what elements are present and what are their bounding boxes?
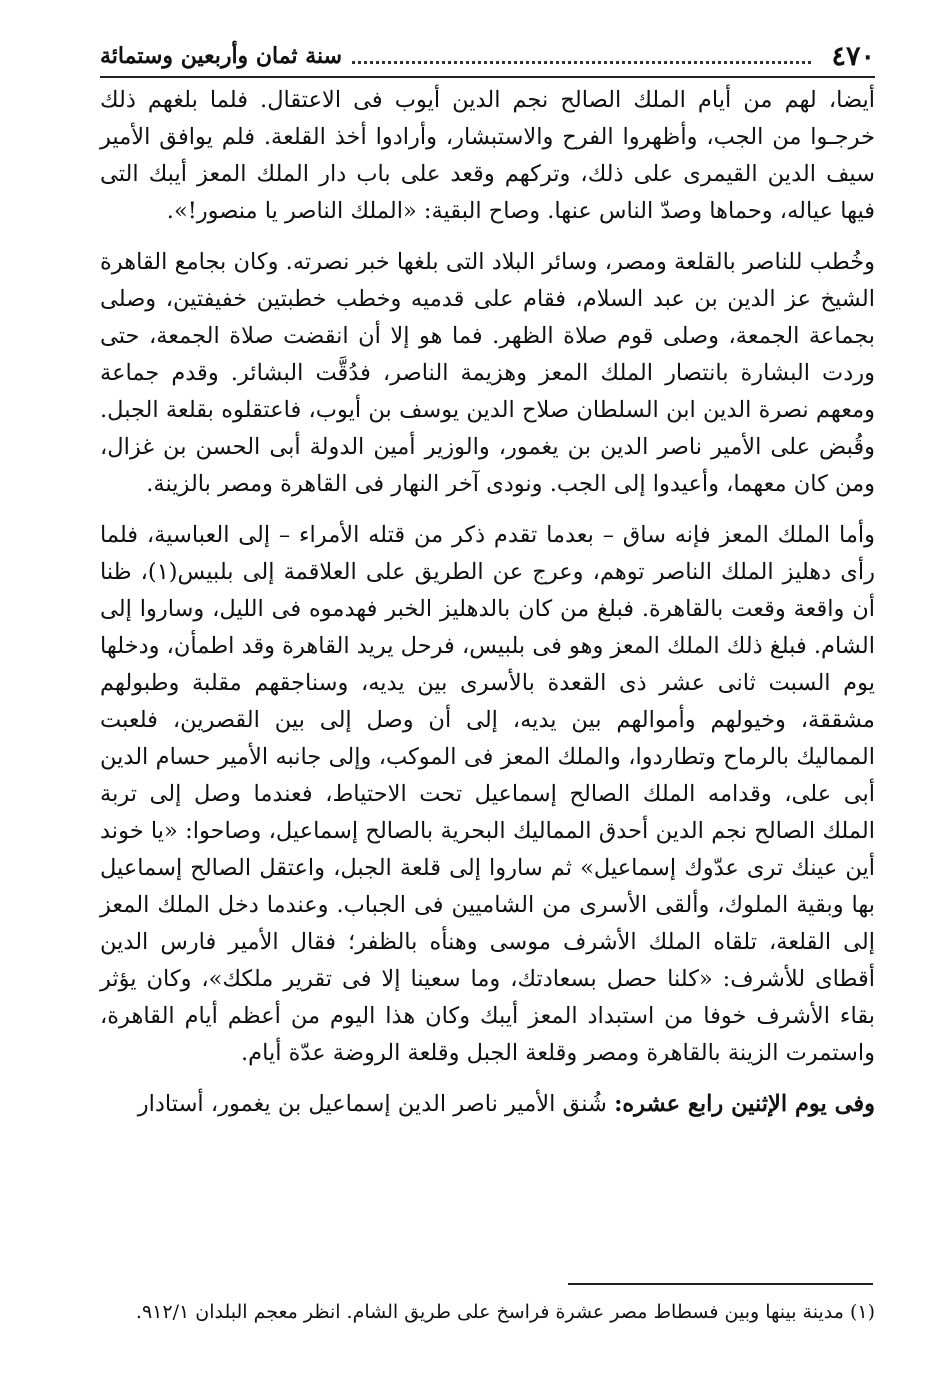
page-body [100, 82, 875, 1137]
footnote: (١) مدينة بينها وبين فسطاط مصر عشرة فراسخ على طريق الشام. انظر معجم البلدان ٩١٢/١. [135, 1301, 875, 1323]
running-title: سنة ثمان وأربعين وستمائة [100, 43, 343, 69]
footnote-rule [568, 1283, 873, 1285]
paragraph-4 [100, 1086, 875, 1123]
paragraph-4-text: شُنق الأمير ناصر الدين إسماعيل بن يغمور، أستادار [137, 1091, 615, 1117]
page-number: ٤٧٠ [831, 40, 875, 72]
paragraph-3: وأما الملك المعز فإنه ساق – بعدما تقدم ذكر من قتله الأمراء – إلى العباسية، فلما رأى دهليز الملك الناصر توهم، وعرج عن الطريق على العلاقمة إلى بلبيس(١)، ظنا أن واقعة وقعت بالقاهرة. فبلغ من كان بالدهليز الخبر فهدموه فى الليل، وساروا إلى الشام. فبلغ ذلك الملك المعز وهو فى بلبيس، فرحل يريد القاهرة وقد اطمأن، ودخلها يوم السبت ثانى عشر ذى القعدة بالأسرى بين يديه، وسناجقهم مقلبة وطبولهم مشققة، وخيولهم وأموالهم بين يديه، إلى أن وصل إلى بين القصرين، فلعبت المماليك بالرماح وتطاردوا، والملك المعز فى الموكب، وإلى جانبه الأمير حسام الدين أبى على، وقدامه الملك الصالح إسماعيل تحت الاحتياط، فعندما وصل إلى تربة الملك الصالح نجم الدين أحدق المماليك البحرية بالصالح إسماعيل، وصاحوا: «يا خوند أين عينك ترى عدّوك إسماعيل» ثم ساروا إلى قلعة الجبل، واعتقل الصالح إسماعيل بها وبقية الملوك، وألقى الأسرى من الشاميين فى الجباب. وعندما دخل الملك المعز إلى القلعة، تلقاه الملك الأشرف موسى وهنأه بالظفر؛ فقال الأمير فارس الدين أقطاى للأشرف: «كلنا حصل بسعادتك، وما سعينا إلا فى تقرير ملكك»، وكان يؤثر بقاء الأشرف خوفا من استبداد المعز أيبك وكان هذا اليوم من أعظم أيام القاهرة، واستمرت الزينة بالقاهرة ومصر وقلعة الجبل وقلعة الروضة عدّة أيام. [100, 522, 876, 1066]
paragraph-2: وخُطب للناصر بالقلعة ومصر، وسائر البلاد التى بلغها خبر نصرته. وكان بجامع القاهرة الشيخ عز الدين بن عبد السلام، فقام على قدميه وخطب خطبتين خفيفتين، وصلى بجماعة الجمعة، وصلى قوم صلاة الظهر. فما هو إلا أن انقضت صلاة الجمعة، حتى وردت البشارة بانتصار الملك المعز وهزيمة الناصر، فدُقَّت البشائر. وقدم جماعة ومعهم نصرة الدين ابن السلطان صلاح الدين يوسف بن أيوب، فاعتقلوه بقلعة الجبل. وقُبض على الأمير ناصر الدين بن يغمور، والوزير أمين الدولة أبى الحسن بن غزال، ومن كان معهما، وأعيدوا إلى الجب. ونودى آخر النهار فى القاهرة ومصر بالزينة. [100, 249, 875, 497]
paragraph-4-lead: وفى يوم الإثنين رابع عشره: [614, 1091, 875, 1117]
paragraph-1: أيضا، لهم من أيام الملك الصالح نجم الدين أيوب فى الاعتقال. فلما بلغهم ذلك خرجـوا من الجب، وأظهروا الفرح والاستبشار، وأرادوا أخذ القلعة. فلم يوافق الأمير سيف الدين القيمرى على ذلك، وتركهم وقعد على باب دار الملك المعز أيبك التى فيها عياله، وحماها وصدّ الناس عنها. وصاح البقية: «الملك الناصر يا منصور!». [100, 87, 875, 224]
page-header [100, 36, 875, 78]
header-leader-dots [352, 59, 811, 64]
